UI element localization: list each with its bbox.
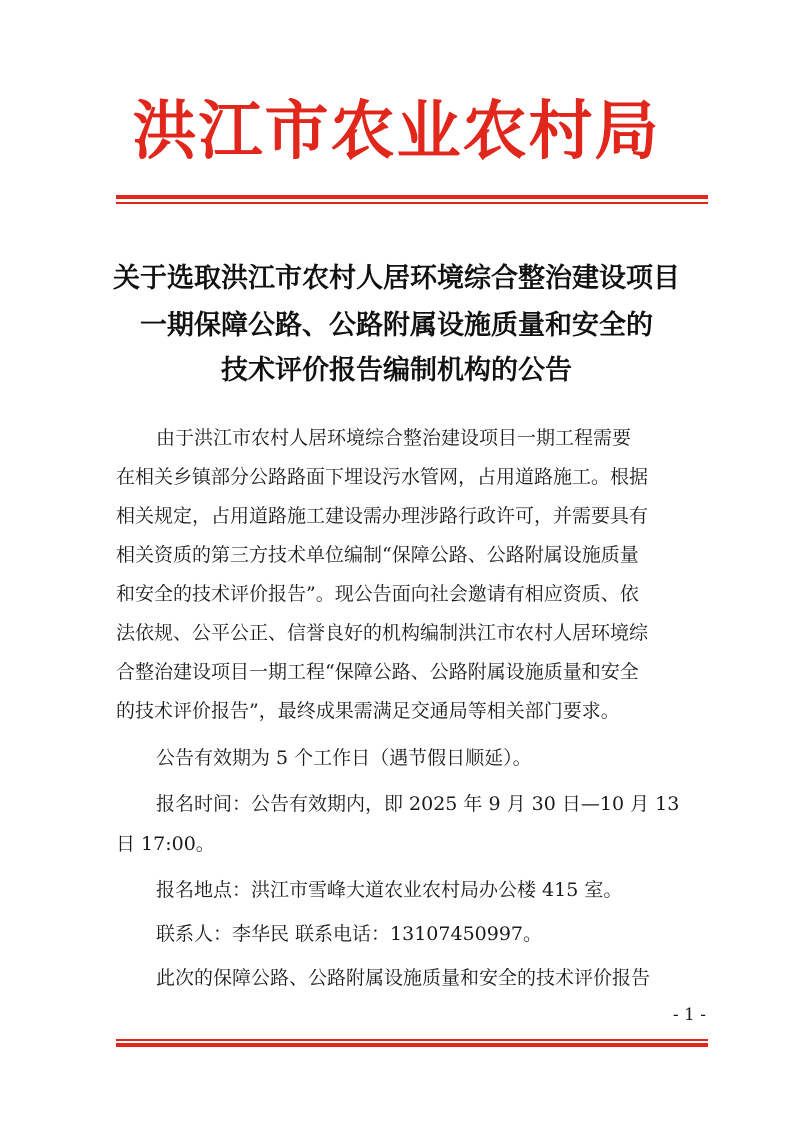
footer-red-rule-thick [116,1043,708,1047]
body-line-closing: 此次的保障公路、公路附属设施质量和安全的技术评价报告 [156,967,651,989]
document-title-line-3: 技术评价报告编制机构的公告 [221,355,572,386]
letterhead-organization-name: 洪江市农业农村局 [132,94,661,169]
body-line-3: 相关规定，占用道路施工建设需办理涉路行政许可，并需要具有 [116,505,649,527]
body-line-7: 合整治建设项目一期工程“保障公路、公路附属设施质量和安全 [116,661,639,683]
document-title-line-2: 一期保障公路、公路附属设施质量和安全的 [140,310,653,341]
footer-red-rule-thin [116,1039,708,1041]
body-line-registration-time-cont: 日 17:00。 [116,833,215,855]
body-line-1: 由于洪江市农村人居环境综合整治建设项目一期工程需要 [156,427,632,449]
body-line-5: 和安全的技术评价报告”。现公告面向社会邀请有相应资质、依 [116,583,639,605]
body-line-6: 法依规、公平公正、信誉良好的机构编制洪江市农村人居环境综 [116,622,649,644]
body-line-2: 在相关乡镇部分公路路面下埋设污水管网，占用道路施工。根据 [116,466,649,488]
letterhead-red-rule-thick [116,195,708,199]
body-line-validity: 公告有效期为 5 个工作日（遇节假日顺延）。 [156,747,532,769]
body-line-registration-time: 报名时间：公告有效期内，即 2025 年 9 月 30 日—10 月 13 [156,793,680,815]
letterhead-red-rule-thin [116,202,708,204]
page-number: - 1 - [672,1005,706,1025]
body-line-contact: 联系人：李华民 联系电话：13107450997。 [156,923,543,945]
body-line-8: 的技术评价报告”，最终成果需满足交通局等相关部门要求。 [116,700,620,722]
body-line-4: 相关资质的第三方技术单位编制“保障公路、公路附属设施质量 [116,544,639,566]
document-title-line-1: 关于选取洪江市农村人居环境综合整治建设项目 [113,263,680,294]
body-line-registration-location: 报名地点：洪江市雪峰大道农业农村局办公楼 415 室。 [156,879,623,901]
